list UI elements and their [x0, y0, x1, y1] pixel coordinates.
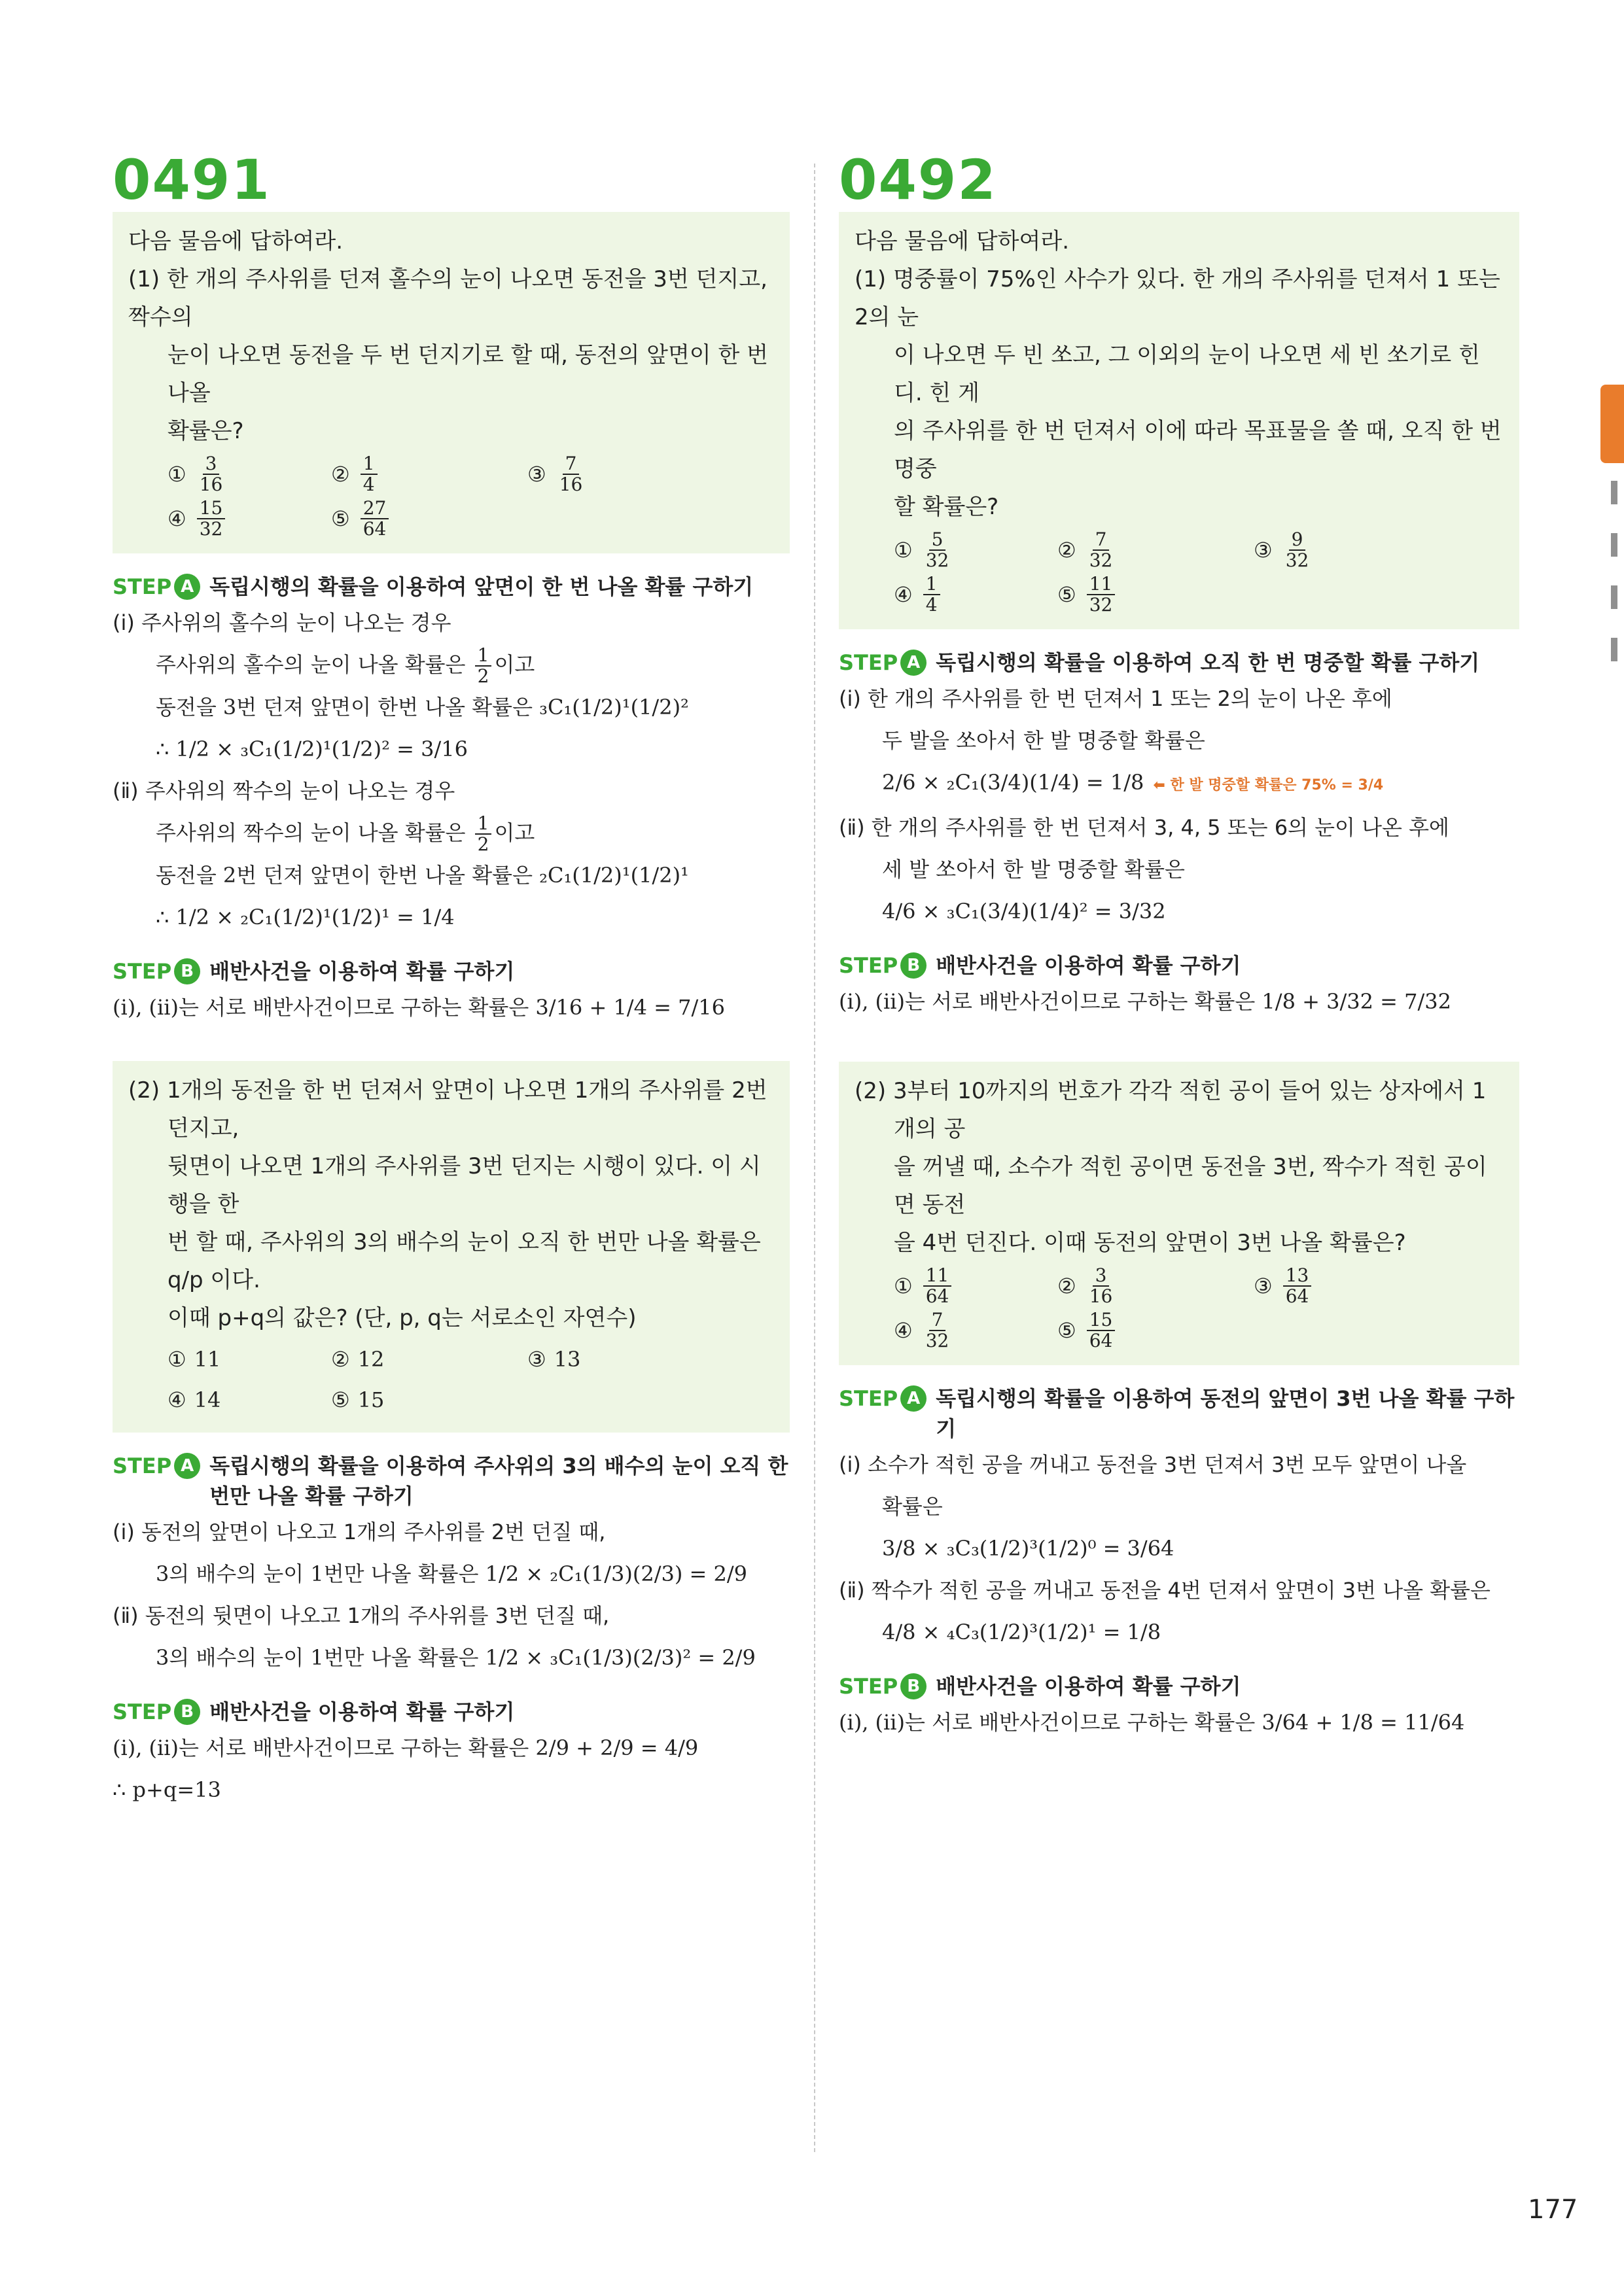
solution-line: 두 발을 쏘아서 한 발 명중할 확률은 [882, 728, 1205, 753]
case-title: (ⅰ) 한 개의 주사위를 한 번 던져서 1 또는 2의 눈이 나온 후에 [839, 686, 1392, 711]
step-title: 독립시행의 확률을 이용하여 오직 한 번 명중할 확률 구하기 [936, 650, 1480, 675]
solution-block [839, 981, 1519, 1022]
question-line: 뒷면이 나오면 1개의 주사위를 3번 던지는 시행이 있다. 이 시행을 한 [168, 1153, 761, 1217]
case-title: (ⅰ) 동전의 앞면이 나오고 1개의 주사위를 2번 던질 때, [113, 1520, 606, 1544]
choice-5[interactable]: ⑤ 15 [331, 1387, 385, 1412]
choice-1[interactable]: ① $\frac{3}{16}$ [168, 453, 223, 495]
solution-block [113, 986, 790, 1028]
choice-list [855, 530, 1508, 615]
choice-2[interactable]: ② $\frac{7}{32}$ [1057, 529, 1113, 571]
final-answer-line: (ⅰ), (ⅱ)는 서로 배반사건이므로 구하는 확률은 1/8 + 3/32 = 7/32 [839, 989, 1451, 1014]
step-title: 번만 나올 확률 구하기 [209, 1484, 414, 1508]
choice-1[interactable]: ① $\frac{5}{32}$ [894, 529, 949, 571]
solution-line: 세 발 쏘아서 한 발 명중할 확률은 [882, 857, 1185, 882]
choice-5[interactable]: ⑤ $\frac{27}{64}$ [331, 498, 527, 539]
choice-4[interactable]: ④ $\frac{1}{4}$ [894, 574, 1057, 615]
final-answer-line: (ⅰ), (ⅱ)는 서로 배반사건이므로 구하는 확률은 2/9 + 2/9 = 4/9 [113, 1735, 699, 1760]
final-answer-line: (ⅰ), (ⅱ)는 서로 배반사건이므로 구하는 확률은 3/16 + 1/4 = 7/16 [113, 995, 725, 1020]
question-line: 을 꺼낼 때, 소수가 적힌 공이면 동전을 3번, 짝수가 적힌 공이면 동전 [894, 1154, 1487, 1218]
choice-4[interactable]: ④ 14 [168, 1387, 221, 1412]
question-line: (2) 1개의 동전을 한 번 던져서 앞면이 나오면 1개의 주사위를 2번 던지고, [128, 1077, 768, 1141]
choice-3[interactable]: ③ $\frac{9}{32}$ [1254, 529, 1309, 571]
step-badge: A [174, 1453, 200, 1479]
solution-line: 3의 배수의 눈이 1번만 나올 확률은 1/2 × ₂C₁(1/3)(2/3) = 2/9 [156, 1561, 747, 1586]
choice-3[interactable]: ③ 13 [527, 1347, 581, 1372]
question-box-0492-2 [839, 1062, 1519, 1365]
step-b-header: STEP B 배반사건을 이용하여 확률 구하기 [839, 950, 1519, 981]
solution-line: 확률은 [882, 1494, 943, 1519]
solution-block [839, 1444, 1519, 1653]
question-box-0492-1 [839, 212, 1519, 629]
solution-line: 2/6 × ₂C₁(3/4)(1/4) = 1/8 ⬅ 한 발 명중할 확률은 75% = 3/4 [882, 770, 1384, 795]
choice-1[interactable]: ① $\frac{11}{64}$ [894, 1266, 1057, 1306]
step-title: 독립시행의 확률을 이용하여 앞면이 한 번 나올 확률 구하기 [209, 574, 754, 599]
solution-block [839, 678, 1519, 932]
case-title: (ⅱ) 동전의 뒷면이 나오고 1개의 주사위를 3번 던질 때, [113, 1603, 610, 1628]
step-a-header: STEP A 독립시행의 확률을 이용하여 오직 한 번 명중할 확률 구하기 [839, 648, 1519, 678]
solution-block [113, 602, 790, 938]
problem-number-0492: 0492 [839, 148, 997, 212]
choice-4[interactable]: ④ $\frac{15}{32}$ [168, 498, 331, 539]
choice-list [855, 1266, 1508, 1351]
chapter-side-tab [1600, 385, 1624, 463]
solution-block [113, 1511, 790, 1679]
solution-line: 4/8 × ₄C₃(1/2)³(1/2)¹ = 1/8 [882, 1620, 1161, 1644]
step-badge: A [174, 574, 200, 600]
solution-line: 주사위의 짝수의 눈이 나올 확률은 $\frac{1}{2}$ 이고 [156, 812, 535, 855]
question-line: 을 4번 던진다. 이때 동전의 앞면이 3번 나올 확률은? [894, 1230, 1406, 1256]
case-title: (ⅰ) 소수가 적힌 공을 꺼내고 동전을 3번 던져서 3번 모두 앞면이 나올 [839, 1452, 1467, 1477]
case-title: (ⅱ) 한 개의 주사위를 한 번 던져서 3, 4, 5 또는 6의 눈이 나온 후에 [839, 815, 1449, 840]
step-a-header: STEP A 독립시행의 확률을 이용하여 동전의 앞면이 3번 나올 확률 구하기 [839, 1383, 1519, 1444]
step-badge: B [174, 958, 200, 984]
choice-5[interactable]: ⑤ $\frac{15}{64}$ [1057, 1310, 1254, 1351]
solution-block [839, 1701, 1519, 1743]
step-badge: B [174, 1699, 200, 1725]
choice-2[interactable]: ② $\frac{1}{4}$ [331, 454, 527, 495]
step-title: 독립시행의 확률을 이용하여 동전의 앞면이 3번 나올 확률 구하기 [936, 1386, 1515, 1441]
step-title: 배반사건을 이용하여 확률 구하기 [209, 1699, 515, 1724]
choice-3[interactable]: ③ $\frac{7}{16}$ [527, 453, 583, 495]
question-box-0491-1 [113, 212, 790, 553]
choice-2[interactable]: ② 12 [331, 1347, 385, 1372]
step-title: 배반사건을 이용하여 확률 구하기 [209, 959, 515, 984]
question-line: 번 할 때, 주사위의 3의 배수의 눈이 오직 한 번만 나올 확률은 q/p 이다. [168, 1229, 761, 1293]
question-line: 눈이 나오면 동전을 두 번 던지기로 할 때, 동전의 앞면이 한 번 나올 [168, 342, 768, 406]
chapter-side-marks [1611, 481, 1617, 677]
solution-line: 주사위의 홀수의 눈이 나올 확률은 $\frac{1}{2}$ 이고 [156, 644, 535, 687]
choice-2[interactable]: ② $\frac{3}{16}$ [1057, 1264, 1113, 1307]
column-divider [814, 164, 815, 2152]
choice-list [128, 1341, 778, 1418]
question-line: 할 확률은? [894, 494, 999, 520]
step-b-header: STEP B 배반사건을 이용하여 확률 구하기 [113, 956, 790, 986]
choice-list [128, 454, 778, 539]
solution-line: 3/8 × ₃C₃(1/2)³(1/2)⁰ = 3/64 [882, 1536, 1174, 1561]
solution-line: ∴ 1/2 × ₂C₁(1/2)¹(1/2)¹ = 1/4 [156, 905, 455, 930]
question-line: (1) 한 개의 주사위를 던져 홀수의 눈이 나오면 동전을 3번 던지고, 짝수의 [128, 266, 768, 330]
conclusion-line: ∴ p+q=13 [113, 1777, 221, 1802]
step-title: 독립시행의 확률을 이용하여 주사위의 3의 배수의 눈이 오직 한 [209, 1453, 788, 1478]
question-intro: 다음 물음에 답하여라. [855, 228, 1070, 254]
solution-line: 동전을 3번 던져 앞면이 한번 나올 확률은 ₃C₁(1/2)¹(1/2)² [156, 695, 689, 720]
choice-3[interactable]: ③ $\frac{13}{64}$ [1254, 1266, 1437, 1306]
step-a-header: STEP A 독립시행의 확률을 이용하여 앞면이 한 번 나올 확률 구하기 [113, 572, 790, 602]
question-line: 이 나오면 두 빈 쏘고, 그 이외의 눈이 나오면 세 빈 쏘기로 힌디. 힌 게 [894, 342, 1480, 406]
step-badge: B [900, 1673, 927, 1699]
step-title: 배반사건을 이용하여 확률 구하기 [936, 953, 1241, 978]
right-column [839, 150, 1519, 1743]
step-b-header: STEP B 배반사건을 이용하여 확률 구하기 [113, 1697, 790, 1727]
case-title: (ⅱ) 짝수가 적힌 공을 꺼내고 동전을 4번 던져서 앞면이 3번 나올 확률은 [839, 1578, 1491, 1603]
step-title: 배반사건을 이용하여 확률 구하기 [936, 1674, 1241, 1699]
question-box-0491-2 [113, 1061, 790, 1433]
question-line: (1) 명중률이 75%인 사수가 있다. 한 개의 주사위를 던져서 1 또는 2의 눈 [855, 266, 1500, 330]
solution-block [113, 1727, 790, 1811]
solution-line: 4/6 × ₃C₁(3/4)(1/4)² = 3/32 [882, 899, 1166, 924]
step-badge: A [900, 1385, 927, 1412]
question-line: 확률은? [168, 418, 244, 444]
question-intro: 다음 물음에 답하여라. [128, 228, 344, 254]
problem-number-0491: 0491 [113, 148, 271, 212]
solution-line: 3의 배수의 눈이 1번만 나올 확률은 1/2 × ₃C₁(1/3)(2/3)² = 2/9 [156, 1645, 756, 1670]
step-a-header: STEP A 독립시행의 확률을 이용하여 주사위의 3의 배수의 눈이 오직 한 번만 나올 확률 구하기 [113, 1453, 788, 1508]
choice-5[interactable]: ⑤ $\frac{11}{32}$ [1057, 574, 1254, 615]
case-title: (ⅱ) 주사위의 짝수의 눈이 나오는 경우 [113, 778, 455, 803]
hint-note: ⬅ 한 발 명중할 확률은 75% = 3/4 [1153, 777, 1384, 793]
final-answer-line: (ⅰ), (ⅱ)는 서로 배반사건이므로 구하는 확률은 3/64 + 1/8 = 11/64 [839, 1710, 1465, 1735]
page-number: 177 [1528, 2195, 1578, 2225]
solution-line: 동전을 2번 던져 앞면이 한번 나올 확률은 ₂C₁(1/2)¹(1/2)¹ [156, 863, 689, 888]
solution-line: ∴ 1/2 × ₃C₁(1/2)¹(1/2)² = 3/16 [156, 737, 468, 761]
choice-4[interactable]: ④ $\frac{7}{32}$ [894, 1309, 949, 1351]
step-b-header: STEP B 배반사건을 이용하여 확률 구하기 [839, 1671, 1519, 1701]
step-badge: B [900, 952, 927, 979]
question-line: 이때 p+q의 값은? (단, p, q는 서로소인 자연수) [168, 1305, 637, 1331]
question-line: 의 주사위를 한 번 던져서 이에 따라 목표물을 쏠 때, 오직 한 번 명중 [894, 418, 1502, 482]
choice-1[interactable]: ① 11 [168, 1347, 221, 1372]
left-column [113, 150, 790, 1811]
question-line: (2) 3부터 10까지의 번호가 각각 적힌 공이 들어 있는 상자에서 1개의 공 [855, 1078, 1487, 1142]
case-title: (ⅰ) 주사위의 홀수의 눈이 나오는 경우 [113, 610, 451, 635]
step-badge: A [900, 650, 927, 676]
